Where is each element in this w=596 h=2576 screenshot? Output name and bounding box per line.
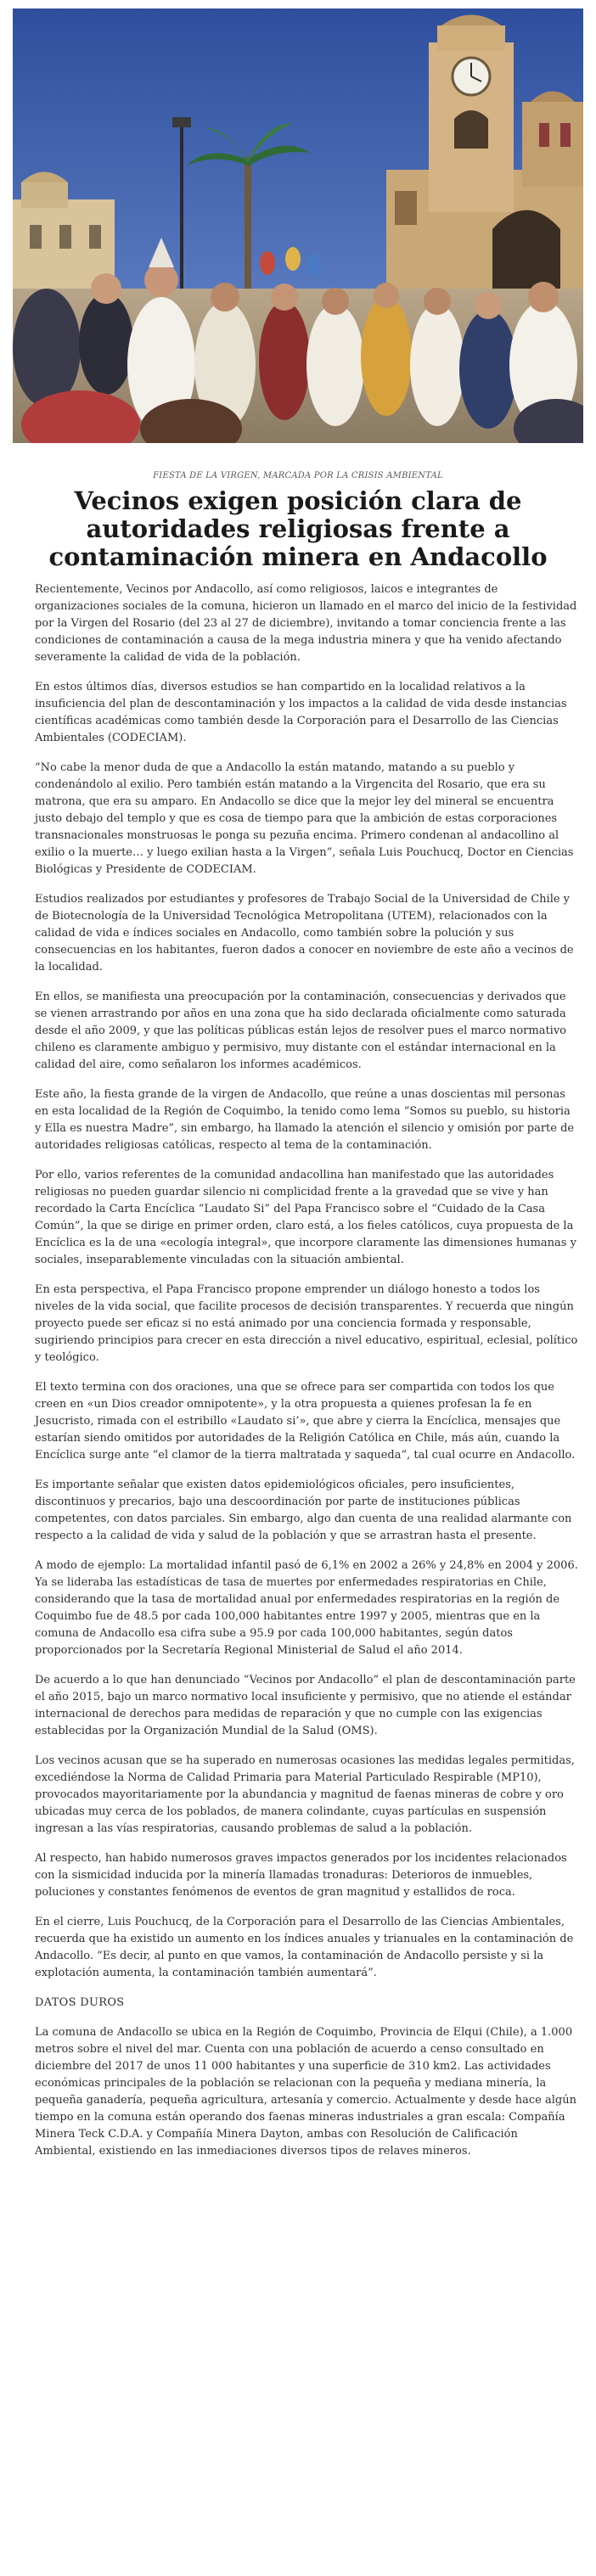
paragraph: En el cierre, Luis Pouchucq, de la Corporación para el Desarrollo de las Ciencias Ambientales, recuerda que ha existido un aumento en los índices anuales y trianuales en la contaminación de Andacollo. “Es decir, al punto en que vamos, la contaminación de Andacollo persiste y si la explotación aumenta, la contaminación también aumentará”. <box>35 1916 574 1979</box>
paragraph: En estos últimos días, diversos estudios se han compartido en la localidad relativos a la insuficiencia del plan de descontaminación y los impactos a la calidad de vida desde instancias científicas académicas como también desde la Corporación para el Desarrollo de las Ciencias Ambientales (CODECIAM). <box>35 681 567 744</box>
article-headline: Vecinos exigen posición clara de autoridades religiosas frente a contaminación minera en Andacollo <box>48 486 548 571</box>
paragraph: En ellos, se manifiesta una preocupación por la contaminación, consecuencias y derivados que se vienen arrastrando por años en una zona que ha sido declarada oficialmente como saturada desde el año 2009, y que las políticas públicas están lejos de resolver pues el marco normativo chileno es claramente ambiguo y permisivo, muy distante con el estándar internacional en la calidad del aire, como señalaron los informes académicos. <box>35 991 567 1071</box>
paragraph: Al respecto, han habido numerosos graves impactos generados por los incidentes relacionados con la sismicidad inducida por la minería llamadas tronaduras: Deterioros de inmuebles, poluciones y constantes fenómenos de eventos de gran magnitud y estallidos de roca. <box>35 1852 567 1899</box>
paragraph: Por ello, varios referentes de la comunidad andacollina han manifestado que las autoridades religiosas no pueden guardar silencio ni complicidad frente a la gravedad que se vive y han recordado la Carta Encíclica “Laudato Si” del Papa Francisco sobre el “Cuidado de la Casa Común”, la que se dirige en primer orden, claro está, a los fieles católicos, cuya propuesta de la Encíclica es la de una «ecología integral», que incorpore claramente las dimensiones humanas y sociales, inseparablemente vinculadas con la situación ambiental. <box>35 1169 576 1266</box>
hero-photo <box>13 8 583 443</box>
paragraph: De acuerdo a lo que han denunciado “Vecinos por Andacollo” el plan de descontaminación parte el año 2015, bajo un marco normativo local insuficiente y permisivo, que no atiende el estándar internacional de derechos para medidas de reparación y que no cumple con las exigencias establecidas por la Organización Mundial de la Salud (OMS). <box>35 1674 576 1737</box>
section-heading: DATOS DUROS <box>35 1996 125 2009</box>
paragraph: Recientemente, Vecinos por Andacollo, así como religiosos, laicos e integrantes de organizaciones sociales de la comuna, hicieron un llamado en el marco del inicio de la festividad por la Virgen del Rosario (del 23 al 27 de diciembre), invitando a tomar conciencia frente a las condiciones de contaminación a causa de la mega industria minera y que ha venido afectando severamente la calidad de vida de la población. <box>35 583 577 664</box>
article-body <box>35 581 578 2173</box>
paragraph: Este año, la fiesta grande de la virgen de Andacollo, que reúne a unas doscientas mil personas en esta localidad de la Región de Coquimbo, la tenido como lema “Somos su pueblo, su historia y Ella es nuestra Madre”, sin embargo, ha llamado la atención el silencio y omisión por parte de autoridades religiosas católicas, respecto al tema de la contaminación. <box>35 1088 575 1152</box>
quote-paragraph: “No cabe la menor duda de que a Andacollo la están matando, matando a su pueblo y condenándolo al exilio. Pero también están matando a la Virgencita del Rosario, que era su matrona, que era su amparo. En Andacollo se dice que la mejor ley del mineral se encuentra justo debajo del templo y que es cosa de tiempo para que la ambición de estas corporaciones transnacionales monstruosas le ponga su pezuña encima. Primero condenan al andacollino al exilio o la muerte… y luego exilian hasta a la Virgen”, señala Luis Pouchucq, Doctor en Ciencias Biológicas y Presidente de CODECIAM. <box>35 761 574 876</box>
paragraph: A modo de ejemplo: La mortalidad infantil pasó de 6,1% en 2002 a 26% y 24,8% en 2004 y 2006. Ya se lideraba las estadísticas de tasa de muertes por enfermedades respiratorias en Chile, considerando que la tasa de mortalidad anual por enfermedades respiratorias en la región de Coquimbo fue de 48.5 por cada 100,000 habitantes entre 1997 y 2005, mientras que en la comuna de Andacollo esa cifra sube a 95.9 por cada 100,000 habitantes, según datos proporcionados por la Secretaría Regional Ministerial de Salud el año 2014. <box>35 1559 578 1657</box>
photo-caption: FIESTA DE LA VIRGEN, MARCADA POR LA CRISIS AMBIENTAL <box>153 471 443 480</box>
festival-procession-illustration <box>13 8 583 443</box>
paragraph: El texto termina con dos oraciones, una que se ofrece para ser compartida con todos los que creen en «un Dios creador omnipotente», y la otra propuesta a quienes profesan la fe en Jesucristo, rimada con el estribillo «Laudato si’», que abre y cierra la Encíclica, mensajes que estarían siendo omitidos por autoridades de la Religión Católica en Chile, más aún, cuando la Encíclica surge ante “el clamor de la tierra maltratada y saqueda”, tal cual ocurre en Andacollo. <box>35 1381 576 1462</box>
paragraph: Los vecinos acusan que se ha superado en numerosas ocasiones las medidas legales permitidas, excediéndose la Norma de Calidad Primaria para Material Particulado Respirable (MP10), provocados mayoritariamente por la abundancia y magnitud de faenas mineras de cobre y oro ubicadas muy cerca de los poblados, de manera colindante, cuyas partículas en suspensión ingresan a las vías respiratorias, causando problemas de salud a la población. <box>35 1754 575 1835</box>
paragraph: Es importante señalar que existen datos epidemiológicos oficiales, pero insuficientes, discontinuos y precarios, bajo una descoordinación por parte de instituciones públicas competentes, con datos parciales. Sin embargo, algo dan cuenta de una realidad alarmante con respecto a la calidad de vida y salud de la población y que se arrastran hasta el presente. <box>35 1479 572 1542</box>
paragraph: Estudios realizados por estudiantes y profesores de Trabajo Social de la Universidad de Chile y de Biotecnología de la Universidad Tecnológica Metropolitana (UTEM), relacionados con la calidad de vida e índices sociales en Andacollo, como también sobre la polución y sus consecuencias en los habitantes, fueron dados a conocer en noviembre de este año a vecinos de la localidad. <box>35 893 574 974</box>
paragraph: En esta perspectiva, el Papa Francisco propone emprender un diálogo honesto a todos los niveles de la vida social, que facilite procesos de decisión transparentes. Y recuerda que ningún proyecto puede ser eficaz si no está animado por una conciencia formada y responsable, sugiriendo principios para crecer en esta dirección a nivel educativo, espiritual, eclesial, político y teológico. <box>35 1283 578 1364</box>
closing-paragraph: La comuna de Andacollo se ubica en la Región de Coquimbo, Provincia de Elqui (Chile), a 1.000 metros sobre el nivel del mar. Cuenta con una población de acuerdo a censo consultado en diciembre del 2017 de unos 11 000 habitantes y una superficie de 310 km2. Las actividades económicas principales de la población se relacionan con la pequeña y mediana minería, la pequeña ganadería, pequeña agricultura, artesanía y comercio. Actualmente y desde hace algún tiempo en la comuna están operando dos faenas mineras industriales a gran escala: Compañía Minera Teck C.D.A. y Compañía Minera Dayton, ambas con Resolución de Calificación Ambiental, existiendo en las inmediaciones diversos tipos de relaves mineros. <box>35 2026 576 2158</box>
